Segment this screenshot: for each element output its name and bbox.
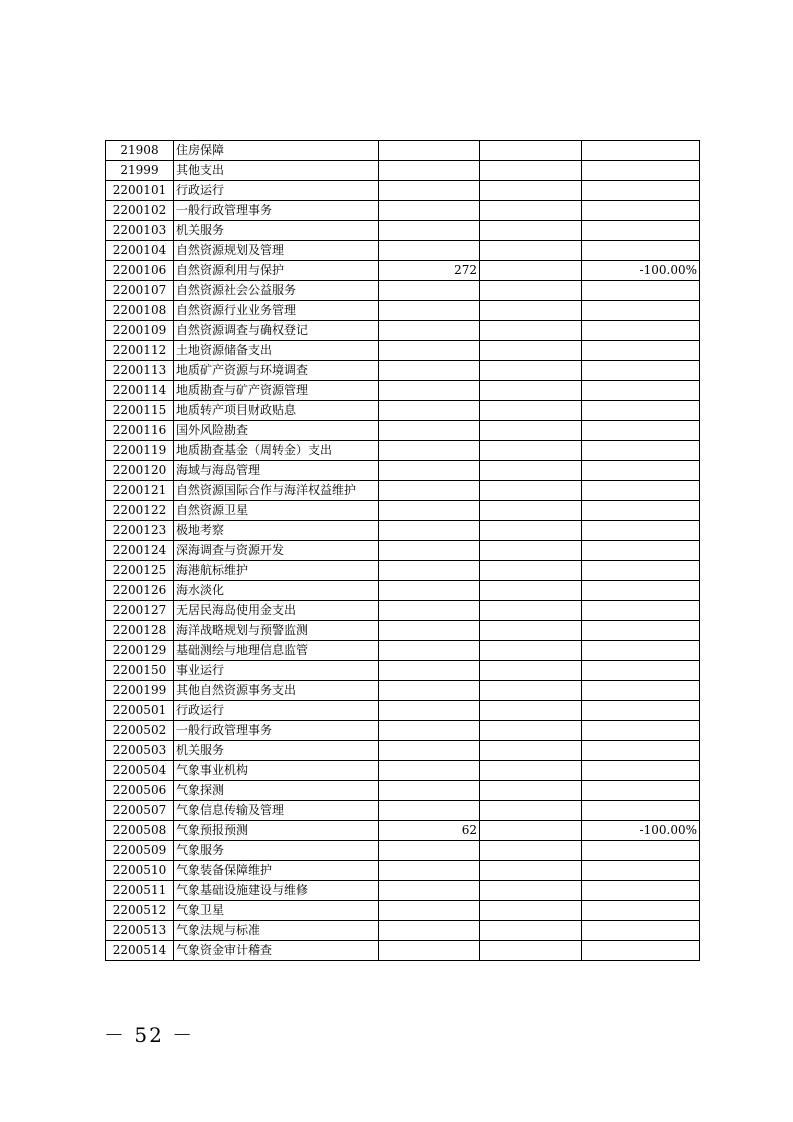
- value-cell-1: [379, 941, 480, 961]
- name-cell: 自然资源利用与保护: [174, 261, 379, 281]
- table-row: [106, 341, 700, 361]
- name-cell: 自然资源卫星: [174, 501, 379, 521]
- code-cell: 2200512: [106, 901, 174, 921]
- table-row: [106, 941, 700, 961]
- value-cell-2: [480, 441, 582, 461]
- table-row: [106, 621, 700, 641]
- code-cell: 2200114: [106, 381, 174, 401]
- table-row: [106, 521, 700, 541]
- value-cell-1: [379, 661, 480, 681]
- code-cell: 2200113: [106, 361, 174, 381]
- table-row: [106, 641, 700, 661]
- value-cell-1: 272: [379, 261, 480, 281]
- value-cell-3: [582, 921, 700, 941]
- value-cell-3: [582, 241, 700, 261]
- value-cell-3: [582, 801, 700, 821]
- name-cell: 事业运行: [174, 661, 379, 681]
- value-cell-2: [480, 661, 582, 681]
- value-cell-3: [582, 201, 700, 221]
- name-cell: 土地资源储备支出: [174, 341, 379, 361]
- code-cell: 2200509: [106, 841, 174, 861]
- value-cell-1: [379, 781, 480, 801]
- name-cell: 海水淡化: [174, 581, 379, 601]
- table-row: [106, 901, 700, 921]
- code-cell: 2200514: [106, 941, 174, 961]
- value-cell-2: [480, 221, 582, 241]
- value-cell-1: [379, 341, 480, 361]
- value-cell-1: [379, 901, 480, 921]
- table-row: [106, 221, 700, 241]
- code-cell: 2200103: [106, 221, 174, 241]
- value-cell-2: [480, 421, 582, 441]
- value-cell-1: [379, 281, 480, 301]
- value-cell-3: [582, 461, 700, 481]
- value-cell-3: [582, 621, 700, 641]
- page-number: － 52 －: [104, 1023, 195, 1047]
- value-cell-2: [480, 341, 582, 361]
- name-cell: 机关服务: [174, 741, 379, 761]
- table-body: [106, 141, 700, 961]
- value-cell-3: [582, 561, 700, 581]
- code-cell: 2200128: [106, 621, 174, 641]
- table-row: [106, 181, 700, 201]
- code-cell: 2200109: [106, 321, 174, 341]
- value-cell-1: [379, 401, 480, 421]
- value-cell-3: [582, 581, 700, 601]
- value-cell-3: [582, 601, 700, 621]
- value-cell-3: [582, 681, 700, 701]
- value-cell-2: [480, 301, 582, 321]
- code-cell: 2200101: [106, 181, 174, 201]
- value-cell-1: [379, 321, 480, 341]
- value-cell-1: [379, 181, 480, 201]
- name-cell: 其他自然资源事务支出: [174, 681, 379, 701]
- value-cell-3: [582, 181, 700, 201]
- value-cell-3: [582, 721, 700, 741]
- value-cell-2: [480, 141, 582, 161]
- value-cell-2: [480, 861, 582, 881]
- table-row: [106, 361, 700, 381]
- value-cell-2: [480, 761, 582, 781]
- value-cell-1: [379, 721, 480, 741]
- value-cell-2: [480, 601, 582, 621]
- value-cell-1: [379, 301, 480, 321]
- value-cell-3: [582, 281, 700, 301]
- code-cell: 2200121: [106, 481, 174, 501]
- value-cell-1: 62: [379, 821, 480, 841]
- value-cell-3: -100.00%: [582, 261, 700, 281]
- name-cell: 气象法规与标准: [174, 921, 379, 941]
- code-cell: 2200150: [106, 661, 174, 681]
- value-cell-2: [480, 621, 582, 641]
- value-cell-2: [480, 201, 582, 221]
- value-cell-3: [582, 641, 700, 661]
- name-cell: 基础测绘与地理信息监管: [174, 641, 379, 661]
- table-row: [106, 481, 700, 501]
- name-cell: 海域与海岛管理: [174, 461, 379, 481]
- table-row: [106, 601, 700, 621]
- value-cell-2: [480, 321, 582, 341]
- table-row: [106, 681, 700, 701]
- budget-table: [105, 140, 700, 961]
- name-cell: 气象装备保障维护: [174, 861, 379, 881]
- value-cell-1: [379, 741, 480, 761]
- name-cell: 海港航标维护: [174, 561, 379, 581]
- value-cell-3: [582, 881, 700, 901]
- value-cell-1: [379, 381, 480, 401]
- code-cell: 2200502: [106, 721, 174, 741]
- value-cell-3: [582, 401, 700, 421]
- table-row: [106, 261, 700, 281]
- name-cell: 极地考察: [174, 521, 379, 541]
- code-cell: 2200120: [106, 461, 174, 481]
- value-cell-2: [480, 781, 582, 801]
- value-cell-3: [582, 761, 700, 781]
- value-cell-2: [480, 801, 582, 821]
- name-cell: 国外风险勘查: [174, 421, 379, 441]
- table-row: [106, 661, 700, 681]
- value-cell-3: [582, 521, 700, 541]
- table-row: [106, 461, 700, 481]
- value-cell-3: [582, 361, 700, 381]
- value-cell-1: [379, 521, 480, 541]
- code-cell: 2200503: [106, 741, 174, 761]
- table-row: [106, 541, 700, 561]
- code-cell: 2200126: [106, 581, 174, 601]
- code-cell: 2200127: [106, 601, 174, 621]
- code-cell: 2200106: [106, 261, 174, 281]
- value-cell-3: [582, 381, 700, 401]
- value-cell-3: [582, 301, 700, 321]
- value-cell-2: [480, 561, 582, 581]
- value-cell-3: [582, 161, 700, 181]
- value-cell-1: [379, 221, 480, 241]
- value-cell-2: [480, 241, 582, 261]
- code-cell: 2200119: [106, 441, 174, 461]
- name-cell: 气象服务: [174, 841, 379, 861]
- table-row: [106, 321, 700, 341]
- code-cell: 2200116: [106, 421, 174, 441]
- name-cell: 自然资源社会公益服务: [174, 281, 379, 301]
- table-row: [106, 301, 700, 321]
- value-cell-3: [582, 321, 700, 341]
- name-cell: 气象资金审计稽查: [174, 941, 379, 961]
- name-cell: 无居民海岛使用金支出: [174, 601, 379, 621]
- code-cell: 2200102: [106, 201, 174, 221]
- value-cell-1: [379, 581, 480, 601]
- value-cell-1: [379, 841, 480, 861]
- value-cell-1: [379, 921, 480, 941]
- value-cell-1: [379, 561, 480, 581]
- name-cell: 气象预报预测: [174, 821, 379, 841]
- value-cell-1: [379, 421, 480, 441]
- value-cell-2: [480, 461, 582, 481]
- value-cell-1: [379, 601, 480, 621]
- value-cell-3: [582, 441, 700, 461]
- code-cell: 2200501: [106, 701, 174, 721]
- table-row: [106, 281, 700, 301]
- value-cell-3: -100.00%: [582, 821, 700, 841]
- code-cell: 2200107: [106, 281, 174, 301]
- value-cell-2: [480, 881, 582, 901]
- value-cell-1: [379, 161, 480, 181]
- value-cell-3: [582, 841, 700, 861]
- value-cell-1: [379, 481, 480, 501]
- code-cell: 2200122: [106, 501, 174, 521]
- value-cell-3: [582, 781, 700, 801]
- name-cell: 自然资源规划及管理: [174, 241, 379, 261]
- name-cell: 其他支出: [174, 161, 379, 181]
- value-cell-2: [480, 741, 582, 761]
- code-cell: 2200504: [106, 761, 174, 781]
- table-row: [106, 141, 700, 161]
- value-cell-2: [480, 181, 582, 201]
- name-cell: 行政运行: [174, 701, 379, 721]
- name-cell: 自然资源行业业务管理: [174, 301, 379, 321]
- name-cell: 地质勘查基金（周转金）支出: [174, 441, 379, 461]
- table-row: [106, 781, 700, 801]
- value-cell-2: [480, 361, 582, 381]
- value-cell-2: [480, 901, 582, 921]
- name-cell: 机关服务: [174, 221, 379, 241]
- value-cell-2: [480, 541, 582, 561]
- table-row: [106, 401, 700, 421]
- value-cell-3: [582, 901, 700, 921]
- value-cell-2: [480, 841, 582, 861]
- name-cell: 地质勘查与矿产资源管理: [174, 381, 379, 401]
- value-cell-3: [582, 701, 700, 721]
- code-cell: 2200199: [106, 681, 174, 701]
- value-cell-1: [379, 541, 480, 561]
- code-cell: 2200510: [106, 861, 174, 881]
- value-cell-3: [582, 861, 700, 881]
- value-cell-2: [480, 281, 582, 301]
- value-cell-3: [582, 421, 700, 441]
- value-cell-1: [379, 861, 480, 881]
- name-cell: 行政运行: [174, 181, 379, 201]
- table-row: [106, 841, 700, 861]
- value-cell-3: [582, 661, 700, 681]
- table-row: [106, 701, 700, 721]
- value-cell-3: [582, 501, 700, 521]
- value-cell-2: [480, 521, 582, 541]
- value-cell-1: [379, 141, 480, 161]
- table-row: [106, 561, 700, 581]
- name-cell: 气象基础设施建设与维修: [174, 881, 379, 901]
- value-cell-2: [480, 821, 582, 841]
- table-row: [106, 381, 700, 401]
- name-cell: 自然资源国际合作与海洋权益维护: [174, 481, 379, 501]
- table-row: [106, 421, 700, 441]
- code-cell: 2200115: [106, 401, 174, 421]
- table-row: [106, 241, 700, 261]
- table-row: [106, 821, 700, 841]
- table-row: [106, 741, 700, 761]
- value-cell-2: [480, 581, 582, 601]
- table-row: [106, 441, 700, 461]
- code-cell: 2200507: [106, 801, 174, 821]
- table-row: [106, 161, 700, 181]
- name-cell: 住房保障: [174, 141, 379, 161]
- name-cell: 地质矿产资源与环境调查: [174, 361, 379, 381]
- value-cell-1: [379, 641, 480, 661]
- value-cell-1: [379, 681, 480, 701]
- value-cell-3: [582, 221, 700, 241]
- code-cell: 2200513: [106, 921, 174, 941]
- name-cell: 自然资源调查与确权登记: [174, 321, 379, 341]
- code-cell: 21999: [106, 161, 174, 181]
- code-cell: 2200508: [106, 821, 174, 841]
- table-row: [106, 201, 700, 221]
- value-cell-2: [480, 721, 582, 741]
- value-cell-3: [582, 941, 700, 961]
- table-row: [106, 501, 700, 521]
- value-cell-3: [582, 741, 700, 761]
- value-cell-1: [379, 761, 480, 781]
- value-cell-2: [480, 381, 582, 401]
- value-cell-2: [480, 941, 582, 961]
- name-cell: 气象事业机构: [174, 761, 379, 781]
- value-cell-1: [379, 461, 480, 481]
- code-cell: 2200112: [106, 341, 174, 361]
- value-cell-3: [582, 341, 700, 361]
- value-cell-2: [480, 261, 582, 281]
- value-cell-2: [480, 641, 582, 661]
- code-cell: 2200124: [106, 541, 174, 561]
- name-cell: 气象卫星: [174, 901, 379, 921]
- value-cell-2: [480, 701, 582, 721]
- value-cell-2: [480, 161, 582, 181]
- table-row: [106, 761, 700, 781]
- value-cell-1: [379, 201, 480, 221]
- code-cell: 2200506: [106, 781, 174, 801]
- value-cell-2: [480, 401, 582, 421]
- value-cell-1: [379, 501, 480, 521]
- value-cell-1: [379, 441, 480, 461]
- code-cell: 2200108: [106, 301, 174, 321]
- name-cell: 气象信息传输及管理: [174, 801, 379, 821]
- value-cell-1: [379, 241, 480, 261]
- value-cell-3: [582, 541, 700, 561]
- table-row: [106, 581, 700, 601]
- code-cell: 2200511: [106, 881, 174, 901]
- code-cell: 2200104: [106, 241, 174, 261]
- name-cell: 海洋战略规划与预警监测: [174, 621, 379, 641]
- value-cell-1: [379, 801, 480, 821]
- code-cell: 2200129: [106, 641, 174, 661]
- value-cell-3: [582, 481, 700, 501]
- value-cell-1: [379, 621, 480, 641]
- name-cell: 地质转产项目财政贴息: [174, 401, 379, 421]
- value-cell-3: [582, 141, 700, 161]
- table-row: [106, 861, 700, 881]
- name-cell: 一般行政管理事务: [174, 201, 379, 221]
- value-cell-1: [379, 701, 480, 721]
- value-cell-1: [379, 361, 480, 381]
- table-row: [106, 921, 700, 941]
- name-cell: 深海调查与资源开发: [174, 541, 379, 561]
- value-cell-2: [480, 501, 582, 521]
- name-cell: 一般行政管理事务: [174, 721, 379, 741]
- value-cell-2: [480, 681, 582, 701]
- code-cell: 21908: [106, 141, 174, 161]
- value-cell-1: [379, 881, 480, 901]
- table-row: [106, 881, 700, 901]
- table-row: [106, 721, 700, 741]
- table-row: [106, 801, 700, 821]
- value-cell-2: [480, 921, 582, 941]
- value-cell-2: [480, 481, 582, 501]
- code-cell: 2200123: [106, 521, 174, 541]
- name-cell: 气象探测: [174, 781, 379, 801]
- code-cell: 2200125: [106, 561, 174, 581]
